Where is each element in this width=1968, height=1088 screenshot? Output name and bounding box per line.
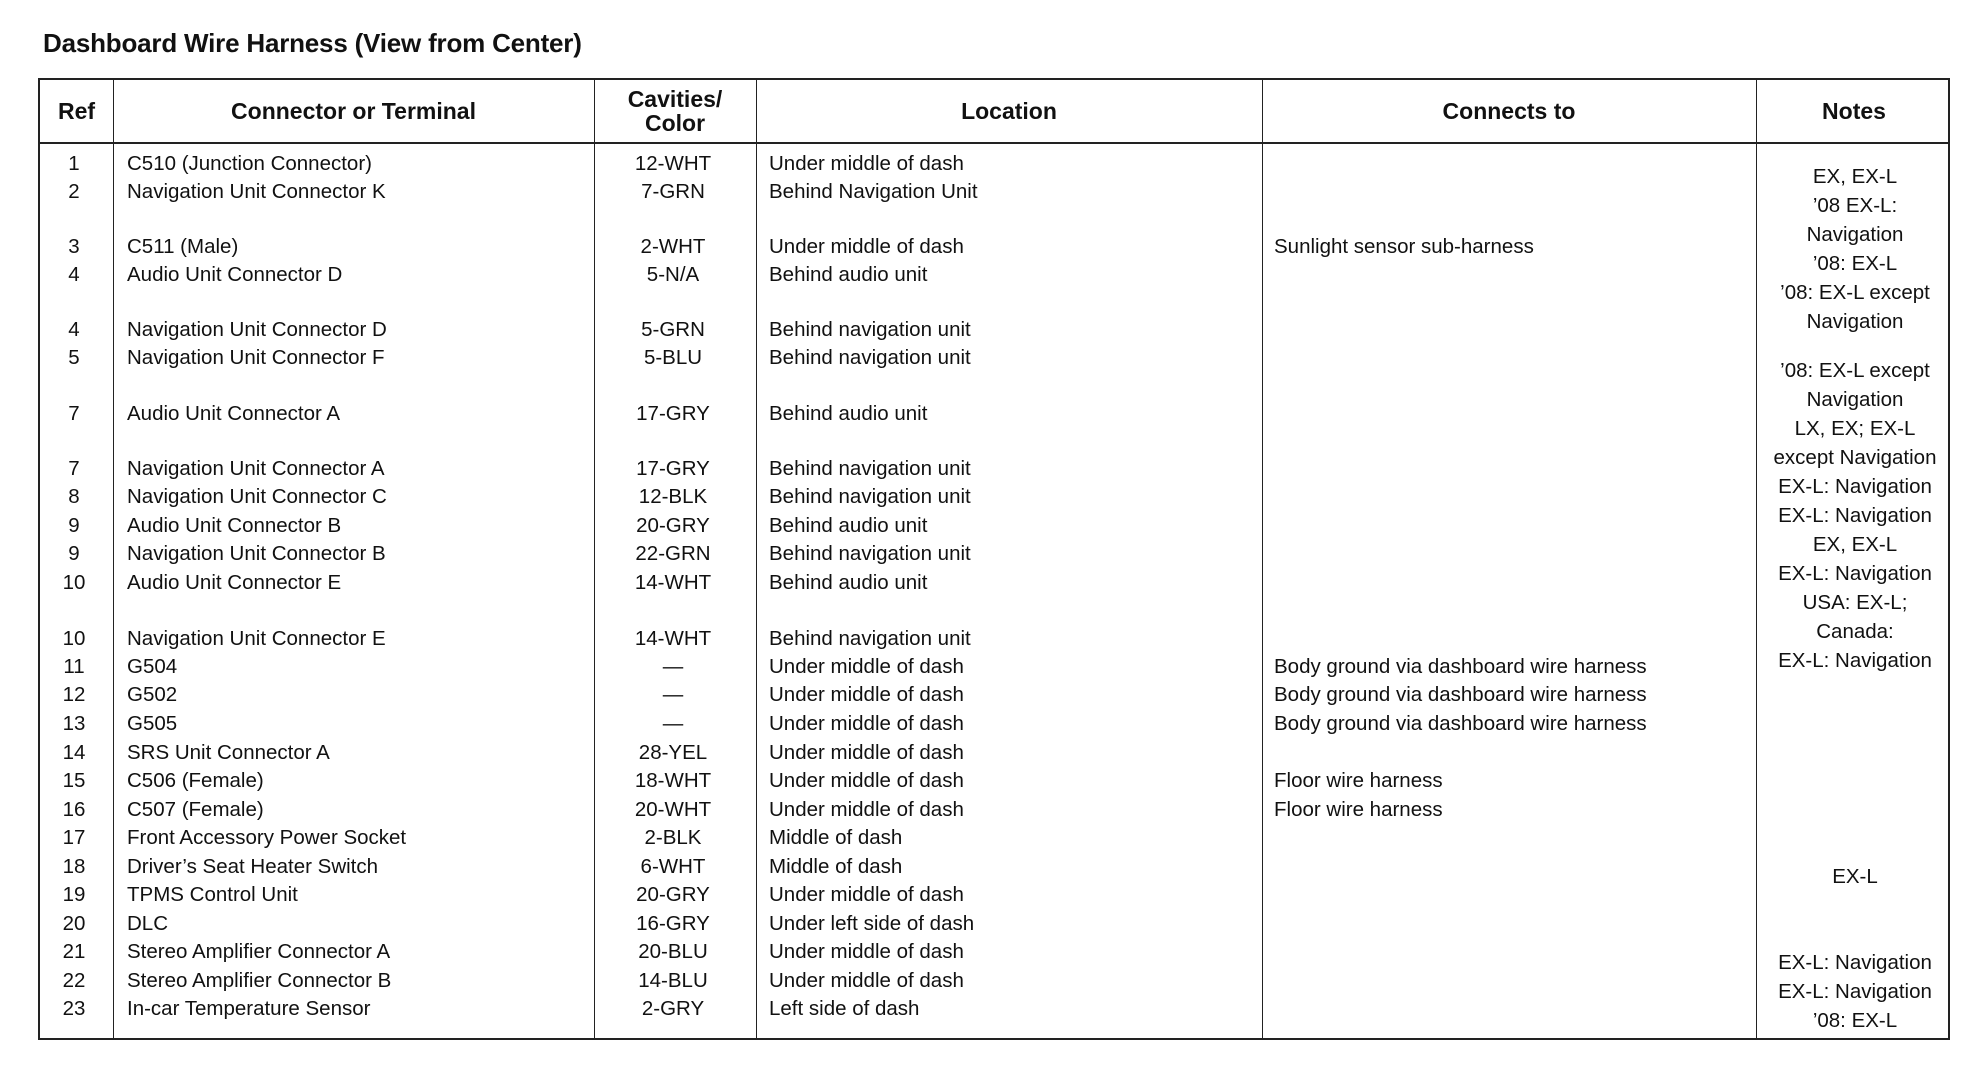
row-location: Behind audio unit: [769, 263, 928, 286]
row-cavities: 14-WHT: [634, 627, 712, 650]
header-connects-to: Connects to: [1442, 98, 1576, 124]
row-location: Under middle of dash: [769, 152, 964, 175]
row-connector: Navigation Unit Connector F: [127, 346, 385, 369]
row-location: Behind audio unit: [769, 402, 928, 425]
note-line: LX, EX; EX-L: [1794, 417, 1916, 440]
row-connector: G505: [127, 712, 178, 735]
row-connector: C506 (Female): [127, 769, 264, 792]
row-connector: C510 (Junction Connector): [127, 152, 372, 175]
row-ref: 10: [62, 571, 86, 594]
row-cavities: 17-GRY: [636, 402, 710, 425]
row-ref: 22: [62, 969, 86, 992]
row-ref: 12: [62, 683, 86, 706]
row-cavities: 18-WHT: [634, 769, 712, 792]
row-ref: 7: [68, 402, 80, 425]
row-cavities: 12-WHT: [634, 152, 712, 175]
row-connector: Audio Unit Connector A: [127, 402, 341, 425]
column-divider: [1262, 80, 1263, 1038]
row-cavities: 6-WHT: [640, 855, 706, 878]
row-cavities: 2-WHT: [640, 235, 706, 258]
row-cavities: 12-BLK: [638, 485, 708, 508]
header-cavities-line1: Cavities/: [627, 86, 723, 112]
note-line: EX-L: Navigation: [1778, 504, 1932, 527]
row-connector: Driver’s Seat Heater Switch: [127, 855, 379, 878]
row-connects-to: Body ground via dashboard wire harness: [1274, 683, 1647, 706]
row-ref: 2: [68, 180, 80, 203]
row-cavities: —: [662, 683, 684, 706]
row-cavities: 14-BLU: [638, 969, 708, 992]
row-ref: 21: [62, 940, 86, 963]
row-location: Under left side of dash: [769, 912, 975, 935]
row-ref: 4: [68, 318, 80, 341]
row-connects-to: Body ground via dashboard wire harness: [1274, 712, 1647, 735]
row-cavities: 22-GRN: [635, 542, 711, 565]
column-divider: [113, 80, 114, 1038]
row-connector: Navigation Unit Connector B: [127, 542, 386, 565]
row-connector: C511 (Male): [127, 235, 239, 258]
row-ref: 3: [68, 235, 80, 258]
row-connects-to: Floor wire harness: [1274, 798, 1443, 821]
row-ref: 19: [62, 883, 86, 906]
row-ref: 23: [62, 997, 86, 1020]
note-line: EX-L: Navigation: [1778, 475, 1932, 498]
note-line: EX, EX-L: [1812, 165, 1898, 188]
row-connector: Audio Unit Connector D: [127, 263, 343, 286]
row-connects-to: Sunlight sensor sub-harness: [1274, 235, 1534, 258]
row-ref: 9: [68, 542, 80, 565]
row-ref: 10: [62, 627, 86, 650]
row-location: Under middle of dash: [769, 969, 964, 992]
row-ref: 7: [68, 457, 80, 480]
header-ref: Ref: [57, 98, 96, 124]
note-line: EX-L: Navigation: [1778, 980, 1932, 1003]
row-connects-to: Body ground via dashboard wire harness: [1274, 655, 1647, 678]
column-divider: [756, 80, 757, 1038]
row-ref: 9: [68, 514, 80, 537]
notes-ex-l: EX-L: [1832, 865, 1878, 888]
row-location: Under middle of dash: [769, 235, 964, 258]
row-cavities: 20-GRY: [636, 514, 710, 537]
note-line: Navigation: [1806, 388, 1904, 411]
row-cavities: 20-GRY: [636, 883, 710, 906]
notes-block-bottom: [1755, 948, 1955, 1035]
row-cavities: 7-GRN: [641, 180, 705, 203]
row-ref: 16: [62, 798, 86, 821]
row-location: Behind audio unit: [769, 571, 928, 594]
row-location: Under middle of dash: [769, 769, 964, 792]
row-connector: Navigation Unit Connector K: [127, 180, 386, 203]
row-connector: Audio Unit Connector B: [127, 514, 342, 537]
row-location: Behind Navigation Unit: [769, 180, 978, 203]
row-location: Behind navigation unit: [769, 318, 971, 341]
row-location: Under middle of dash: [769, 940, 964, 963]
note-line: EX-L: Navigation: [1778, 951, 1932, 974]
row-location: Behind navigation unit: [769, 485, 971, 508]
row-cavities: 20-WHT: [634, 798, 712, 821]
header-divider: [40, 142, 1948, 144]
page-title: Dashboard Wire Harness (View from Center): [43, 28, 582, 58]
row-ref: 5: [68, 346, 80, 369]
notes-block-middle: [1755, 356, 1955, 675]
row-ref: 4: [68, 263, 80, 286]
row-location: Behind navigation unit: [769, 457, 971, 480]
header-cavities: [594, 80, 756, 142]
row-cavities: 28-YEL: [638, 741, 708, 764]
note-line: ’08: EX-L except: [1780, 359, 1930, 382]
row-cavities: 5-GRN: [641, 318, 705, 341]
row-cavities: 16-GRY: [636, 912, 710, 935]
row-ref: 17: [62, 826, 86, 849]
note-line: EX, EX-L: [1812, 533, 1898, 556]
note-line: ’08: EX-L: [1812, 1009, 1898, 1032]
header-notes: Notes: [1822, 98, 1886, 124]
note-line: Navigation: [1806, 310, 1904, 333]
row-cavities: 5-BLU: [643, 346, 703, 369]
row-cavities: 2-GRY: [641, 997, 705, 1020]
row-ref: 11: [63, 655, 85, 678]
row-connector: G504: [127, 655, 178, 678]
row-connector: Front Accessory Power Socket: [127, 826, 407, 849]
header-cavities-line2: Color: [644, 110, 706, 136]
row-connector: In-car Temperature Sensor: [127, 997, 371, 1020]
row-location: Under middle of dash: [769, 655, 964, 678]
row-connector: G502: [127, 683, 178, 706]
row-location: Behind audio unit: [769, 514, 928, 537]
row-connects-to: Floor wire harness: [1274, 769, 1443, 792]
row-ref: 20: [62, 912, 86, 935]
row-ref: 15: [62, 769, 86, 792]
header-connector: Connector or Terminal: [231, 98, 476, 124]
row-cavities: 2-BLK: [644, 826, 702, 849]
row-cavities: 14-WHT: [634, 571, 712, 594]
row-location: Under middle of dash: [769, 883, 964, 906]
row-ref: 18: [62, 855, 86, 878]
row-connector: Navigation Unit Connector C: [127, 485, 387, 508]
row-connector: TPMS Control Unit: [127, 883, 298, 906]
header-location: Location: [961, 98, 1057, 124]
notes-block-top: [1755, 162, 1955, 336]
note-line: except Navigation: [1773, 446, 1937, 469]
row-location: Left side of dash: [769, 997, 920, 1020]
note-line: Canada:: [1816, 620, 1894, 643]
row-location: Under middle of dash: [769, 712, 964, 735]
note-line: EX-L: Navigation: [1778, 649, 1932, 672]
row-location: Under middle of dash: [769, 798, 964, 821]
note-line: USA: EX-L;: [1802, 591, 1908, 614]
row-connector: Audio Unit Connector E: [127, 571, 342, 594]
row-connector: Navigation Unit Connector E: [127, 627, 386, 650]
row-cavities: 20-BLU: [638, 940, 708, 963]
row-ref: 1: [68, 152, 80, 175]
row-location: Behind navigation unit: [769, 627, 971, 650]
row-cavities: 5-N/A: [646, 263, 700, 286]
row-connector: DLC: [127, 912, 169, 935]
row-location: Under middle of dash: [769, 683, 964, 706]
row-location: Behind navigation unit: [769, 542, 971, 565]
row-location: Behind navigation unit: [769, 346, 971, 369]
row-connector: Stereo Amplifier Connector B: [127, 969, 392, 992]
note-line: ’08: EX-L except: [1780, 281, 1930, 304]
row-cavities: —: [662, 712, 684, 735]
note-line: ’08: EX-L: [1812, 252, 1898, 275]
row-ref: 13: [62, 712, 86, 735]
row-connector: Navigation Unit Connector A: [127, 457, 385, 480]
row-cavities: 17-GRY: [636, 457, 710, 480]
row-connector: SRS Unit Connector A: [127, 741, 330, 764]
note-line: Navigation: [1806, 223, 1904, 246]
row-connector: C507 (Female): [127, 798, 264, 821]
row-location: Middle of dash: [769, 855, 903, 878]
row-connector: Stereo Amplifier Connector A: [127, 940, 391, 963]
row-connector: Navigation Unit Connector D: [127, 318, 387, 341]
row-location: Under middle of dash: [769, 741, 964, 764]
note-line: ’08 EX-L:: [1812, 194, 1898, 217]
note-line: EX-L: Navigation: [1778, 562, 1932, 585]
row-location: Middle of dash: [769, 826, 903, 849]
row-cavities: —: [662, 655, 684, 678]
row-ref: 8: [68, 485, 80, 508]
row-ref: 14: [62, 741, 86, 764]
